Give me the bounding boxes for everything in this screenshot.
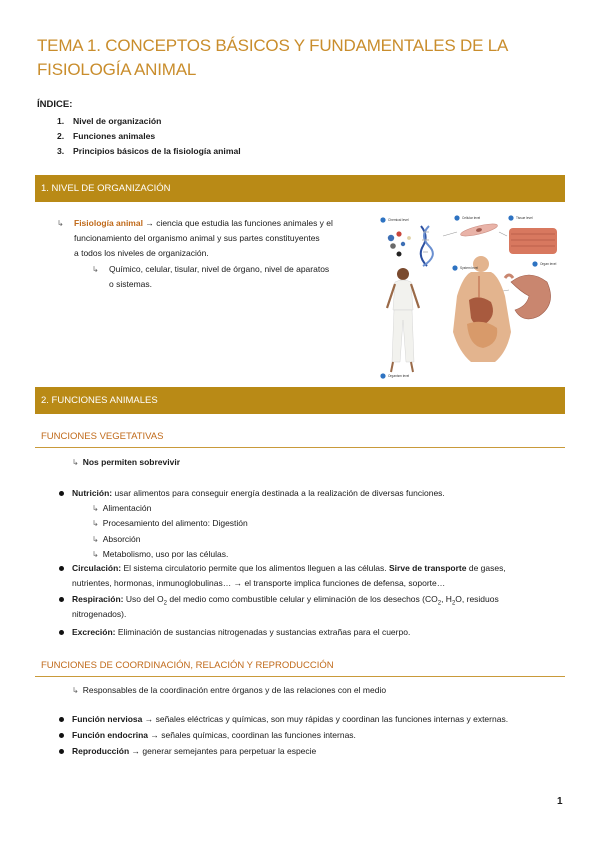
label-cellular-level: Cellular level: [462, 216, 481, 220]
index-label: Principios básicos de la fisiología animal: [73, 146, 241, 156]
label-chemical-level: Chemical level: [388, 218, 409, 222]
arrow-icon: ↳: [92, 519, 99, 528]
index-number: 2.: [57, 131, 65, 141]
levels-line-1: Químico, celular, tisular, nivel de órgano, nivel de aparatos: [109, 264, 330, 274]
page-number: 1: [557, 796, 563, 807]
index-item: [57, 114, 241, 129]
arrow-icon: ↳: [92, 504, 99, 513]
vegetativas-lead: ↳ Nos permiten sobrevivir: [72, 457, 181, 467]
section-2-heading: 2. FUNCIONES ANIMALES: [35, 387, 565, 414]
index-heading: ÍNDICE:: [37, 99, 73, 110]
page-title: TEMA 1. CONCEPTOS BÁSICOS Y FUNDAMENTALES DE LA FISIOLOGÍA ANIMAL: [37, 36, 508, 79]
index-item: [57, 129, 241, 144]
organization-levels-figure: [379, 212, 565, 384]
index-item: [57, 144, 241, 159]
bullet-icon: [59, 733, 64, 738]
bullet-icon: [59, 749, 64, 754]
bullet-icon: [59, 491, 64, 496]
nutricion-sub-item: ↳ Procesamiento del alimento: Digestión: [92, 518, 248, 528]
circulacion-line-2: nutrientes, hormonas, inmunoglobulinas… → el transporte implica funciones de defensa, soporte…: [72, 578, 446, 588]
index-number: 1.: [57, 116, 65, 126]
coordinacion-lead: ↳ Responsables de la coordinación entre órganos y de las relaciones con el medio: [72, 685, 387, 695]
section-1-heading: 1. NIVEL DE ORGANIZACIÓN: [35, 175, 565, 202]
index-label: Nivel de organización: [73, 116, 162, 126]
reproduccion-item: Reproducción → generar semejantes para perpetuar la especie: [72, 746, 317, 756]
vegetativas-heading: FUNCIONES VEGETATIVAS: [35, 428, 565, 448]
nutricion-sub-item: ↳ Absorción: [92, 534, 141, 544]
bullet-icon: [59, 630, 64, 635]
label-organism-level: Organism level: [388, 374, 410, 378]
respiracion-line-2: nitrogenados).: [72, 609, 127, 619]
circulacion-item: Circulación: El sistema circulatorio permite que los alimentos lleguen a las células. Sirve de transporte de gases,: [72, 563, 506, 573]
arrow-icon: ↳: [57, 219, 64, 228]
definition-line-3: a todos los niveles de organización.: [74, 248, 209, 258]
term-fisiologia: Fisiología animal: [74, 218, 143, 228]
bullet-icon: [59, 597, 64, 602]
definition-line-1: Fisiología animal → ciencia que estudia las funciones animales y el: [74, 218, 333, 228]
nutricion-sub-item: ↳ Alimentación: [92, 503, 152, 513]
excrecion-item: Excreción: Eliminación de sustancias nitrogenadas y sustancias extrañas para el cuerpo.: [72, 627, 411, 637]
levels-line-2: o sistemas.: [109, 279, 152, 289]
nutricion-item: Nutrición: usar alimentos para conseguir energía destinada a la realización de diversas funciones.: [72, 488, 445, 498]
arrow-icon: ↳: [92, 550, 99, 559]
index-number: 3.: [57, 146, 65, 156]
respiracion-item: Respiración: Uso del $O_2$ del medio como combustible celular y eliminación de los desechos ($CO_2$, $H_2O$, residuos: [72, 594, 499, 607]
arrow-icon: ↳: [92, 265, 99, 274]
bullet-icon: [59, 717, 64, 722]
coordinacion-heading: FUNCIONES DE COORDINACIÓN, RELACIÓN Y REPRODUCCIÓN: [35, 657, 565, 677]
funcion-endocrina-item: Función endocrina → señales químicas, coordinan las funciones internas.: [72, 730, 356, 740]
arrow-icon: ↳: [72, 458, 79, 467]
arrow-icon: ↳: [92, 535, 99, 544]
index-list: [57, 114, 241, 159]
label-system-level: System level: [460, 266, 479, 270]
nutricion-sub-item: ↳ Metabolismo, uso por las células.: [92, 549, 229, 559]
index-label: Funciones animales: [73, 131, 156, 141]
bullet-icon: [59, 566, 64, 571]
arrow-icon: ↳: [72, 686, 79, 695]
label-tissue-level: Tissue level: [516, 216, 533, 220]
definition-line-2: funcionamiento del organismo animal y sus partes constituyentes: [74, 233, 320, 243]
label-organ-level: Organ level: [540, 262, 557, 266]
funcion-nerviosa-item: Función nerviosa → señales eléctricas y químicas, son muy rápidas y coordinan las funciones internas y externas.: [72, 714, 509, 724]
organization-levels-illustration: [379, 212, 565, 384]
